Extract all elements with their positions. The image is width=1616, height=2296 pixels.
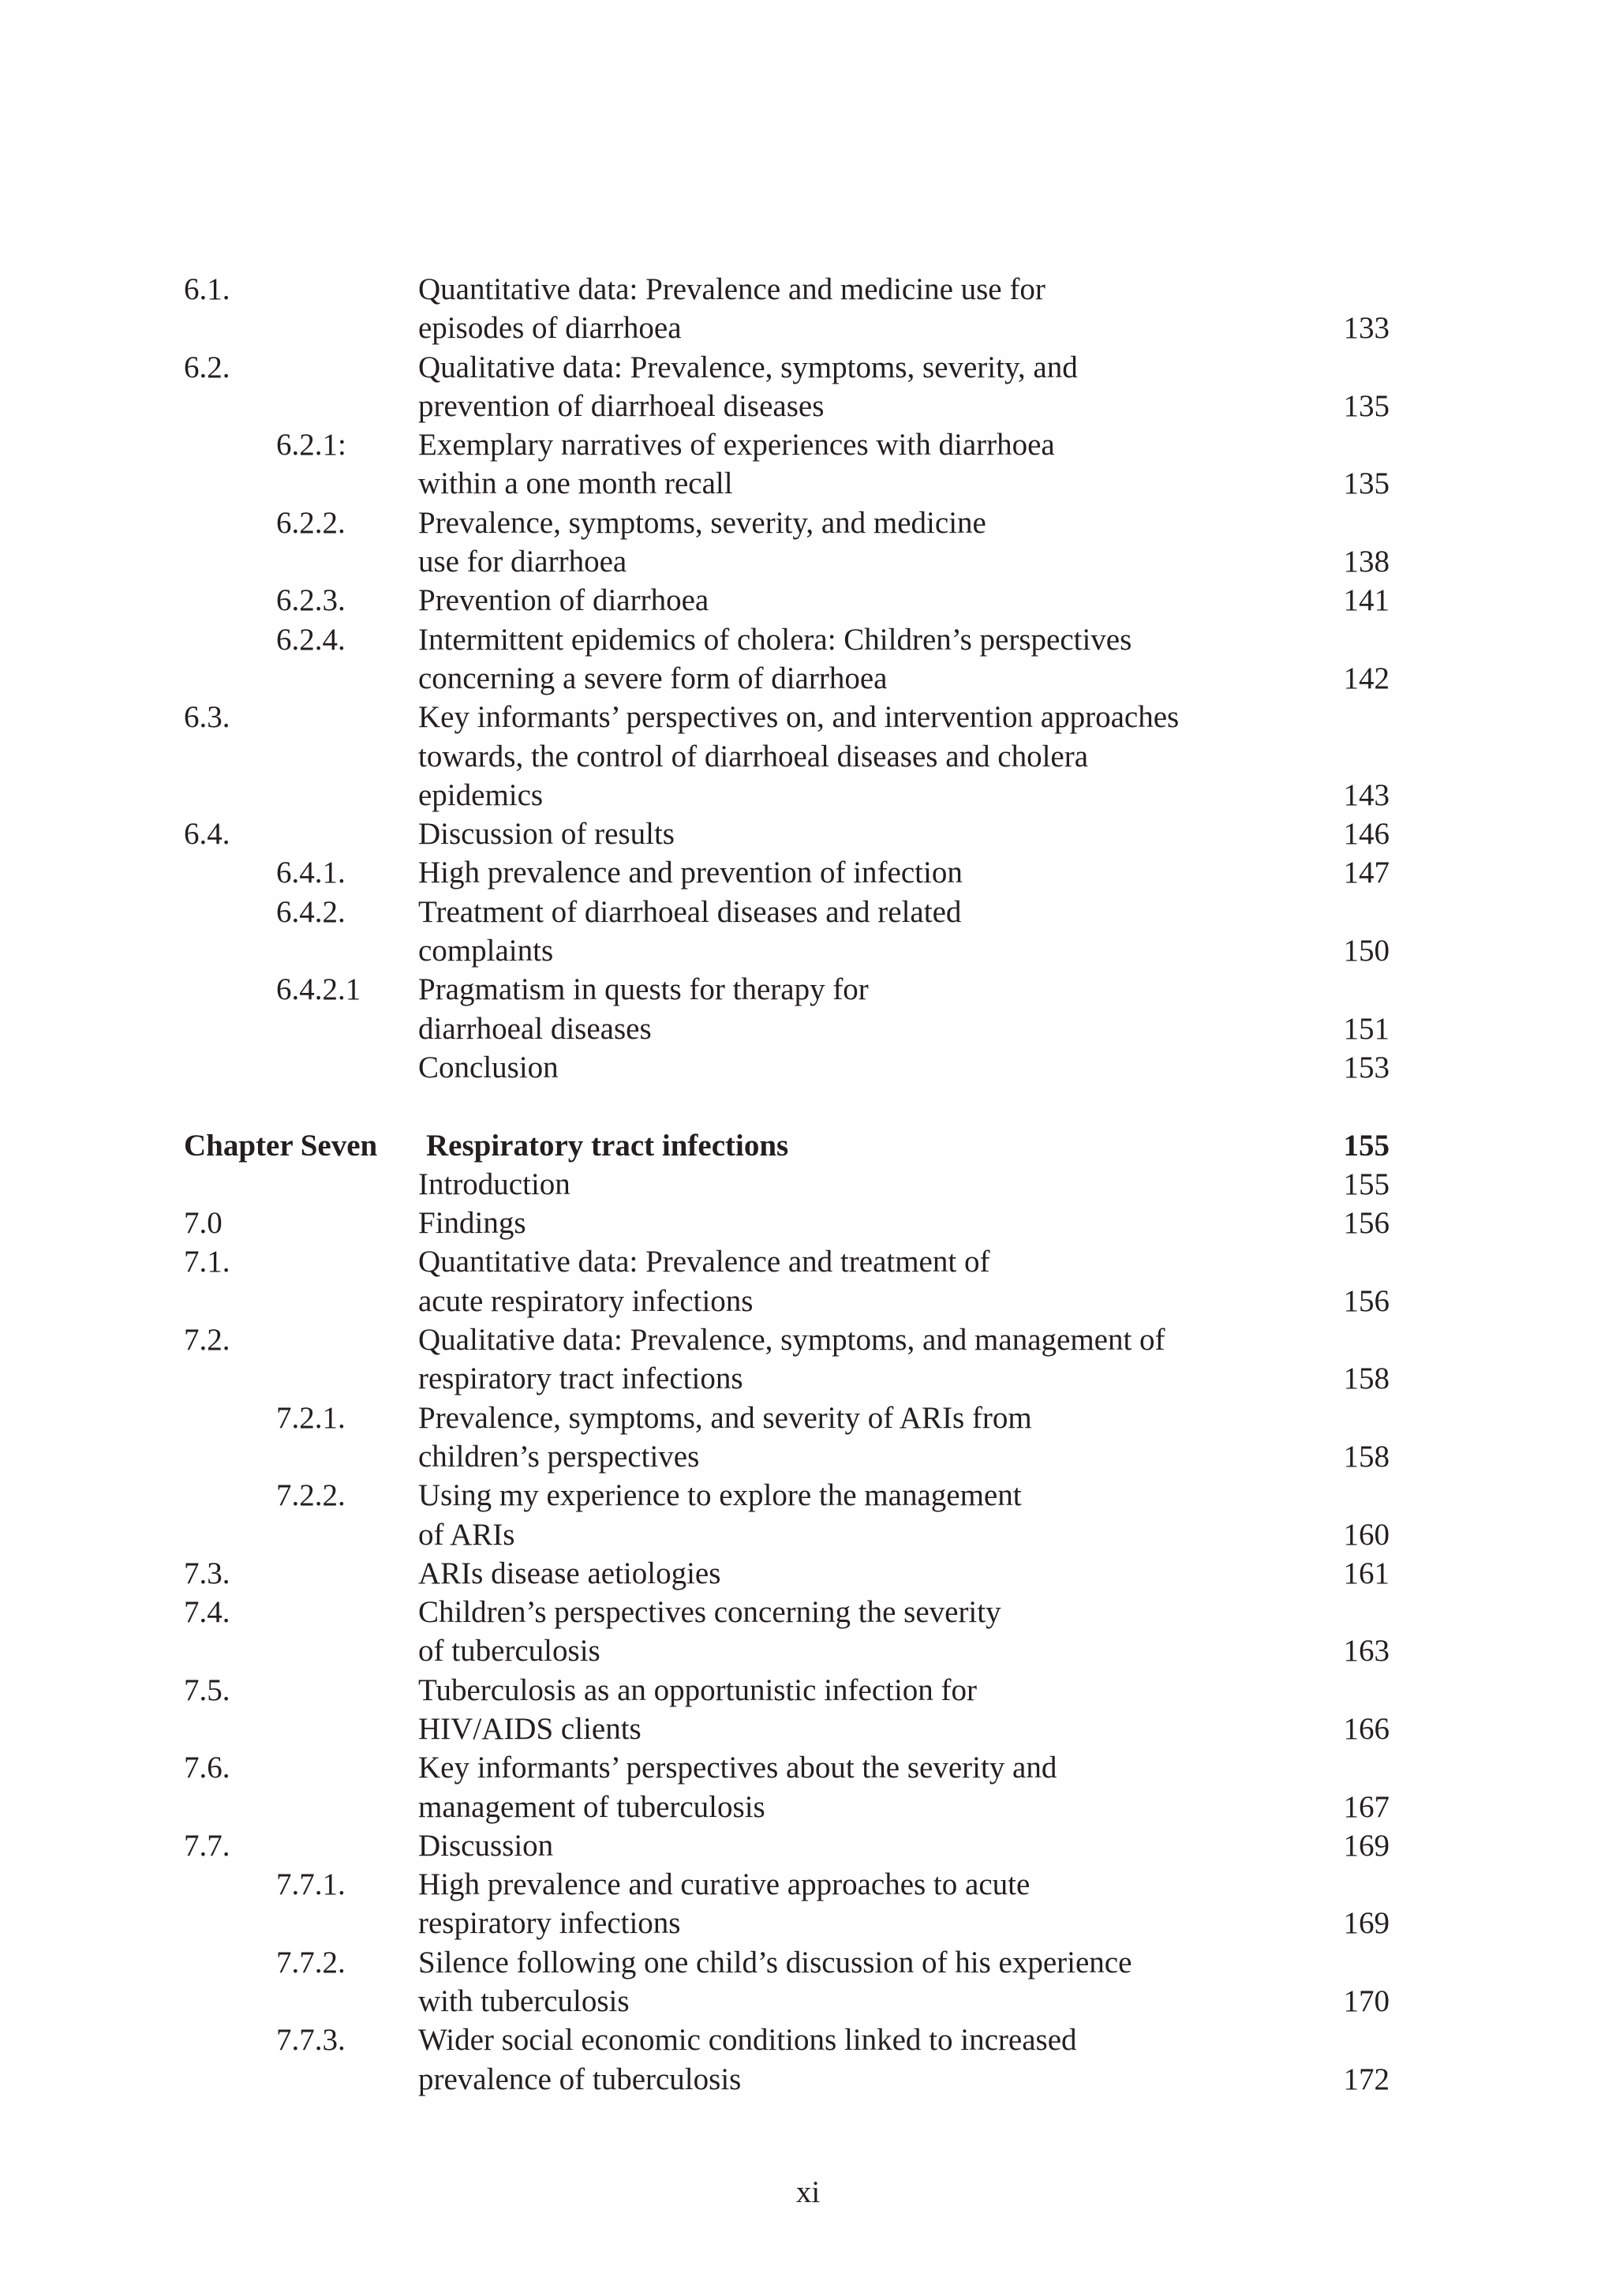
toc-entry-title-line: Conclusion: [418, 1050, 559, 1084]
toc-entry-number: 6.3.: [184, 700, 230, 735]
toc-entry-title: [418, 504, 1349, 582]
toc-entry-number: 6.4.1.: [276, 856, 346, 890]
toc-entry-number: 7.7.2.: [276, 1945, 346, 1980]
toc-entry: [0, 1476, 1616, 1554]
toc-entry-page: 172: [1343, 2062, 1390, 2096]
toc-entry-title-line: Introduction: [418, 1167, 570, 1201]
toc-entry-title-line: Prevalence, symptoms, severity, and medicine: [418, 505, 986, 540]
toc-entry-title-line: High prevalence and curative approaches to acute: [418, 1867, 1031, 1902]
toc-entry-number: 7.7.1.: [276, 1867, 346, 1902]
toc-entry-title: [418, 1554, 1349, 1593]
toc-entry-number: 7.0: [184, 1206, 223, 1241]
toc-entry-page: 169: [1343, 1906, 1390, 1941]
toc-entry-title: [418, 1399, 1349, 1477]
toc-entry-number: 6.2.4.: [276, 622, 346, 657]
toc-entry: [0, 270, 1616, 348]
toc-entry-title-line: epidemics: [418, 777, 544, 812]
toc-entry-title: [418, 1826, 1349, 1865]
toc-entry-title-line: Using my experience to explore the management: [418, 1478, 1022, 1513]
toc-entry-title-line: management of tuberculosis: [418, 1789, 765, 1824]
toc-entry-page: 150: [1343, 934, 1390, 968]
toc-entry-title: [418, 1593, 1349, 1671]
toc-entry-number: 7.3.: [184, 1556, 230, 1590]
toc-entry-title-line: complaints: [418, 934, 554, 968]
toc-entry-page: 135: [1343, 388, 1390, 423]
toc-entry-title-line: Prevention of diarrhoea: [418, 583, 709, 618]
toc-entry-page: 142: [1343, 661, 1390, 695]
toc-entry-title-line: respiratory infections: [418, 1906, 681, 1941]
toc-entry: [0, 970, 1616, 1048]
toc-entry-title-line: Qualitative data: Prevalence, symptoms, and management of: [418, 1323, 1165, 1358]
toc-entry: [0, 698, 1616, 815]
toc-entry-page: 143: [1343, 777, 1390, 812]
toc-entry-title: [418, 1748, 1349, 1826]
toc-entry: [0, 1826, 1616, 1865]
toc-entry-title-line: Quantitative data: Prevalence and medicine use for: [418, 272, 1046, 306]
toc-entry-title-line: Exemplary narratives of experiences with diarrhoea: [418, 428, 1055, 463]
table-of-contents: [0, 270, 1616, 2099]
toc-entry-page: 151: [1343, 1011, 1390, 1046]
toc-entry-title-line: Silence following one child’s discussion of his experience: [418, 1945, 1132, 1980]
toc-entry-page: 146: [1343, 817, 1390, 852]
toc-entry-number: 6.4.: [184, 817, 230, 852]
toc-entry-page: 156: [1343, 1283, 1390, 1318]
toc-entry-title-line: Key informants’ perspectives about the severity and: [418, 1751, 1057, 1785]
toc-entry-title: [418, 581, 1349, 620]
toc-entry: [0, 1593, 1616, 1671]
toc-entry-page: 170: [1343, 1984, 1390, 2019]
toc-entry-page: 158: [1343, 1439, 1390, 1474]
toc-entry-title: [418, 893, 1349, 971]
toc-entry-title-line: Qualitative data: Prevalence, symptoms, severity, and: [418, 350, 1078, 384]
toc-entry-page: 166: [1343, 1711, 1390, 1746]
toc-chapter-heading: [0, 1126, 1616, 1165]
toc-entry-title: [418, 270, 1349, 348]
toc-entry: [0, 1242, 1616, 1320]
toc-entry: [0, 620, 1616, 699]
toc-entry-number: 7.2.2.: [276, 1478, 346, 1513]
toc-entry: [0, 348, 1616, 426]
toc-entry-title-line: within a one month recall: [418, 466, 733, 501]
toc-entry-number: 6.2.3.: [276, 583, 346, 618]
toc-entry-page: 135: [1343, 466, 1390, 501]
toc-entry-page: 156: [1343, 1206, 1390, 1241]
toc-entry-title-line: episodes of diarrhoea: [418, 311, 682, 346]
toc-entry-title: [418, 853, 1349, 892]
toc-entry-page: 141: [1343, 583, 1390, 618]
toc-entry-number: 6.1.: [184, 272, 230, 306]
toc-entry-title-line: concerning a severe form of diarrhoea: [418, 661, 888, 695]
toc-entry-number: 7.2.1.: [276, 1400, 346, 1435]
toc-entry: [0, 815, 1616, 853]
toc-entry-number: 7.1.: [184, 1245, 230, 1279]
toc-entry-number: 6.2.2.: [276, 505, 346, 540]
toc-entry-title-line: Prevalence, symptoms, and severity of ARIs from: [418, 1400, 1032, 1435]
toc-entry-title-line: Pragmatism in quests for therapy for: [418, 972, 869, 1007]
toc-entry-page: 163: [1343, 1634, 1390, 1669]
toc-entry-title-line: of ARIs: [418, 1517, 515, 1552]
toc-entry-title: [418, 1165, 1349, 1204]
toc-entry-number: 6.2.1:: [276, 428, 346, 463]
toc-entry: [0, 1943, 1616, 2021]
toc-entry-title-line: Discussion: [418, 1828, 554, 1863]
toc-entry-title-line: Wider social economic conditions linked to increased: [418, 2023, 1077, 2058]
toc-entry-title-line: ARIs disease aetiologies: [418, 1556, 721, 1590]
toc-entry-title-line: Findings: [418, 1206, 526, 1241]
toc-entry-title: [418, 1671, 1349, 1749]
toc-entry-title-line: towards, the control of diarrhoeal diseases and cholera: [418, 739, 1089, 773]
toc-entry: [0, 1748, 1616, 1826]
toc-entry-title-line: of tuberculosis: [418, 1634, 600, 1669]
toc-entry: [0, 1554, 1616, 1593]
toc-entry-number: 7.2.: [184, 1323, 230, 1358]
toc-entry-title-line: with tuberculosis: [418, 1984, 630, 2019]
toc-entry-number: 7.6.: [184, 1751, 230, 1785]
toc-entry-page: 161: [1343, 1556, 1390, 1590]
toc-entry: [0, 504, 1616, 582]
toc-entry: [0, 2021, 1616, 2099]
toc-entry-page: 138: [1343, 545, 1390, 579]
toc-entry-title: [426, 1126, 1357, 1165]
toc-entry-title: [418, 1865, 1349, 1943]
toc-entry-title: [418, 620, 1349, 699]
toc-entry: [0, 1048, 1616, 1087]
toc-entry: [0, 581, 1616, 620]
toc-entry: [0, 893, 1616, 971]
toc-entry-number: 6.4.2.: [276, 894, 346, 929]
toc-entry-number: 7.5.: [184, 1672, 230, 1707]
toc-entry-title: [418, 1048, 1349, 1087]
toc-entry-title-line: prevalence of tuberculosis: [418, 2062, 742, 2096]
toc-entry-page: 158: [1343, 1361, 1390, 1396]
page-number-footer: xi: [795, 2175, 821, 2209]
toc-entry-title-line: HIV/AIDS clients: [418, 1711, 642, 1746]
toc-entry-title: [418, 1320, 1349, 1399]
toc-entry-title: [418, 1242, 1349, 1320]
toc-entry-page: 167: [1343, 1789, 1390, 1824]
toc-entry-number: 6.4.2.1: [276, 972, 361, 1007]
toc-entry: [0, 1399, 1616, 1477]
toc-entry-number: 6.2.: [184, 350, 230, 384]
toc-entry-title: [418, 1204, 1349, 1242]
toc-entry-title-line: Discussion of results: [418, 817, 675, 852]
toc-entry: [0, 1671, 1616, 1749]
toc-entry-title-line: use for diarrhoea: [418, 545, 627, 579]
toc-entry-title-line: acute respiratory infections: [418, 1283, 754, 1318]
toc-entry-title: [418, 425, 1349, 504]
toc-entry-title: [418, 1943, 1349, 2021]
toc-entry-page: 147: [1343, 856, 1390, 890]
toc-entry-number: 7.7.: [184, 1828, 230, 1863]
toc-entry-number: 7.7.3.: [276, 2023, 346, 2058]
toc-entry-title-line: Quantitative data: Prevalence and treatment of: [418, 1245, 990, 1279]
toc-entry-title-line: prevention of diarrhoeal diseases: [418, 388, 825, 423]
toc-entry-page: 133: [1343, 311, 1390, 346]
toc-entry-title-line: Children’s perspectives concerning the severity: [418, 1595, 1001, 1630]
toc-entry: [0, 1865, 1616, 1943]
toc-entry-number: 7.4.: [184, 1595, 230, 1630]
toc-entry-title-line: respiratory tract infections: [418, 1361, 743, 1396]
toc-entry-page: 169: [1343, 1828, 1390, 1863]
toc-entry-title: [418, 698, 1349, 815]
toc-entry-page: 155: [1343, 1128, 1390, 1163]
toc-entry-page: 155: [1343, 1167, 1390, 1201]
toc-entry-page: 160: [1343, 1517, 1390, 1552]
toc-entry: [0, 853, 1616, 892]
toc-entry-title-line: diarrhoeal diseases: [418, 1011, 652, 1046]
toc-entry-title: [418, 1476, 1349, 1554]
toc-entry-title: [418, 2021, 1349, 2099]
toc-entry-title-line: Intermittent epidemics of cholera: Children’s perspectives: [418, 622, 1132, 657]
toc-entry-number: Chapter Seven: [184, 1128, 378, 1163]
toc-entry: [0, 1165, 1616, 1204]
toc-entry: [0, 1204, 1616, 1242]
toc-entry-title-line: High prevalence and prevention of infection: [418, 856, 963, 890]
toc-entry: [0, 425, 1616, 504]
toc-entry-title-line: Respiratory tract infections: [426, 1128, 789, 1163]
toc-entry-title-line: children’s perspectives: [418, 1439, 700, 1474]
toc-entry-title-line: Treatment of diarrhoeal diseases and related: [418, 894, 962, 929]
toc-entry-title: [418, 970, 1349, 1048]
toc-entry-title: [418, 348, 1349, 426]
toc-entry-title-line: Key informants’ perspectives on, and intervention approaches: [418, 700, 1180, 735]
toc-entry-title: [418, 815, 1349, 853]
toc-entry-page: 153: [1343, 1050, 1390, 1084]
toc-entry-title-line: Tuberculosis as an opportunistic infection for: [418, 1672, 978, 1707]
toc-entry: [0, 1320, 1616, 1399]
